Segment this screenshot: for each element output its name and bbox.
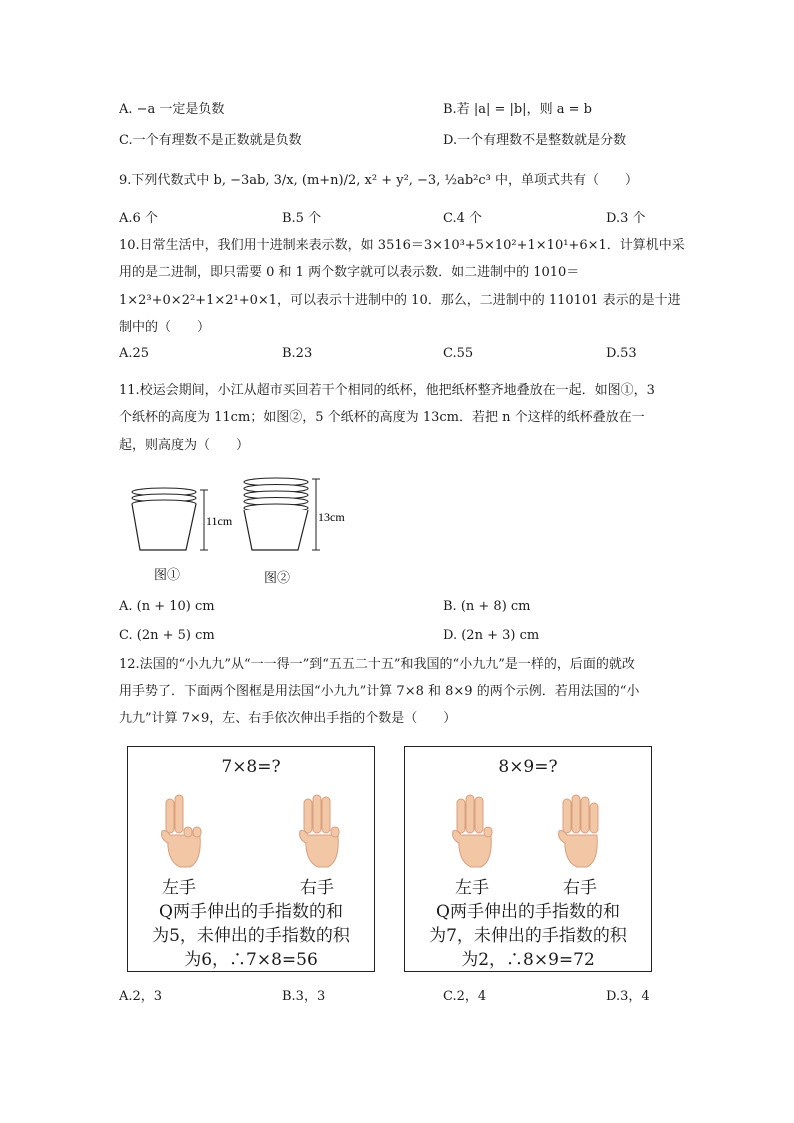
finger-raised xyxy=(166,799,174,833)
q8-option-a: A. −a 一定是负数 xyxy=(119,102,225,117)
finger-raised xyxy=(581,797,589,833)
q11-option-b: B. (n + 8) cm xyxy=(443,599,531,614)
q10-option-c: C.55 xyxy=(443,346,474,361)
box1-line-2: 为5，未伸出的手指数的积 xyxy=(152,926,350,946)
box2-left-label: 左手 xyxy=(455,878,489,898)
example-box-7x8 xyxy=(127,746,375,972)
q9-option-b: B.5 个 xyxy=(282,211,322,226)
fig1-caption: 图① xyxy=(154,568,181,583)
finger-raised xyxy=(304,799,312,833)
right-hand-icon xyxy=(555,791,605,869)
q11-option-d: D. (2n + 3) cm xyxy=(443,628,540,643)
finger-raised xyxy=(457,799,465,833)
q12-line-1: 12.法国的“小九九”从“一一得一”到“五五二十五”和我国的“小九九”是一样的，后面的就改 xyxy=(119,657,635,672)
q10-option-a: A.25 xyxy=(119,346,150,361)
cup-stack-figure-2 xyxy=(232,474,362,554)
q11-option-c: C. (2n + 5) cm xyxy=(119,628,215,643)
finger-raised xyxy=(572,795,580,833)
finger-folded xyxy=(193,827,201,837)
cup-rims-2 xyxy=(244,478,308,512)
cup-stack-figure-1 xyxy=(120,484,250,554)
left-hand-icon xyxy=(158,791,208,869)
q9-option-c: C.4 个 xyxy=(443,211,483,226)
box1-line-3: 为6，∴7×8=56 xyxy=(184,950,318,970)
q10-line-3: 1×2³+0×2²+1×2¹+0×1，可以表示十进制中的 10．那么，二进制中的 110101 表示的是十进 xyxy=(119,293,681,308)
q12-option-b: B.3，3 xyxy=(282,989,326,1004)
example-box-8x9 xyxy=(404,746,652,972)
box2-right-label: 右手 xyxy=(563,878,597,898)
q10-option-b: B.23 xyxy=(282,346,313,361)
box2-line-3: 为2，∴8×9=72 xyxy=(461,950,595,970)
fig1-height-label: 11cm xyxy=(206,514,233,528)
q12-line-3: 九九”计算 7×9，左、右手依次伸出手指的个数是（ ） xyxy=(119,711,457,726)
q9-option-a: A.6 个 xyxy=(119,211,158,226)
finger-folded xyxy=(331,827,339,837)
q8-option-b: B.若 |a| = |b|，则 a = b xyxy=(443,102,592,117)
q8-option-c: C.一个有理数不是正数就是负数 xyxy=(119,133,302,148)
box1-line-1: Q两手伸出的手指数的和 xyxy=(159,902,343,922)
finger-folded xyxy=(484,827,492,837)
finger-raised xyxy=(313,795,321,833)
q10-line-4: 制中的（ ） xyxy=(119,320,211,335)
box1-left-label: 左手 xyxy=(162,878,196,898)
finger-raised xyxy=(563,799,571,833)
q9-stem: 9.下列代数式中 b, −3ab, 3/x, (m+n)/2, x² + y², −3, ½ab²c³ 中，单项式共有（ ） xyxy=(119,173,638,188)
finger-raised xyxy=(175,795,183,833)
q12-option-d: D.3，4 xyxy=(606,989,650,1004)
q9-option-d: D.3 个 xyxy=(606,211,646,226)
q10-line-2: 用的是二进制，即只需要 0 和 1 两个数字就可以表示数．如二进制中的 1010＝ xyxy=(119,265,580,280)
q11-option-a: A. (n + 10) cm xyxy=(119,599,215,614)
box1-title: 7×8=? xyxy=(221,757,281,777)
palm xyxy=(306,835,339,867)
q8-option-d: D.一个有理数不是整数就是分数 xyxy=(443,133,627,148)
finger-raised xyxy=(475,797,483,833)
q12-option-c: C.2，4 xyxy=(443,989,487,1004)
box2-line-1: Q两手伸出的手指数的和 xyxy=(436,902,620,922)
box1-right-label: 右手 xyxy=(300,878,334,898)
q12-option-a: A.2，3 xyxy=(119,989,163,1004)
finger-raised xyxy=(322,797,330,833)
fig2-height-label: 13cm xyxy=(318,510,345,524)
fig2-caption: 图② xyxy=(264,571,291,586)
box2-title: 8×9=? xyxy=(498,757,558,777)
q10-option-d: D.53 xyxy=(606,346,637,361)
q11-line-1: 11.校运会期间，小江从超市买回若干个相同的纸杯，他把纸杯整齐地叠放在一起．如图①，3 xyxy=(119,383,655,398)
left-hand-icon xyxy=(449,791,499,869)
q12-line-2: 用手势了．下面两个图框是用法国“小九九”计算 7×8 和 8×9 的两个示例．若用法国的“小 xyxy=(119,684,640,699)
q11-line-2: 个纸杯的高度为 11cm；如图②，5 个纸杯的高度为 13cm．若把 n 个这样的纸杯叠放在一 xyxy=(119,410,645,425)
q11-line-3: 起，则高度为（ ） xyxy=(119,438,250,453)
finger-folded xyxy=(184,827,192,837)
box2-line-2: 为7，未伸出的手指数的积 xyxy=(429,926,627,946)
right-hand-icon xyxy=(296,791,346,869)
q10-line-1: 10.日常生活中，我们用十进制来表示数，如 3516＝3×10³+5×10²+1×10¹+6×1．计算机中采 xyxy=(119,238,685,253)
palm xyxy=(168,835,201,867)
palm xyxy=(565,835,598,867)
palm xyxy=(459,835,492,867)
finger-raised xyxy=(466,795,474,833)
finger-raised xyxy=(590,803,598,833)
